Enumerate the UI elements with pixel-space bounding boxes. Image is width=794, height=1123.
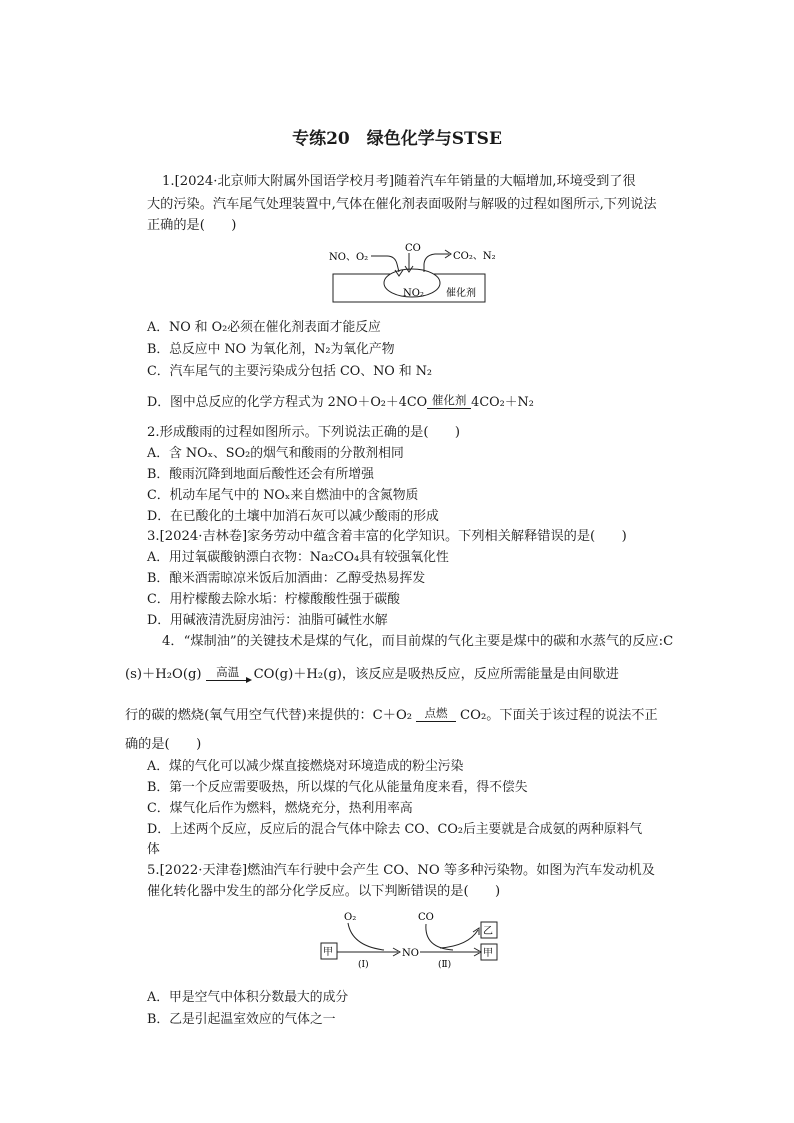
- box-jia-right-label: 甲: [483, 948, 493, 959]
- q2-option-d: D．在已酸化的土壤中加消石灰可以减少酸雨的形成: [147, 509, 439, 524]
- q1-option-d-post: 4CO₂＋N₂: [471, 395, 534, 410]
- o2-label: O₂: [344, 912, 357, 923]
- q1-option-a: A．NO 和 O₂必须在催化剂表面才能反应: [147, 320, 381, 335]
- q4-stem-line3: [125, 706, 658, 726]
- q4-stem-line4: 确的是( ): [125, 737, 202, 752]
- q4-stem-line1: 4．“煤制油”的关键技术是煤的气化，而目前煤的气化主要是煤中的碳和水蒸气的反应:C: [162, 634, 674, 649]
- co-input-arrow: [426, 924, 453, 950]
- q3-stem: 3.[2024·吉林卷]家务劳动中蕴含着丰富的化学知识。下列相关解释错误的是( ): [147, 529, 627, 544]
- q4-option-c: C．煤气化后作为燃料，燃烧充分，热利用率高: [147, 801, 413, 816]
- catalyst-diagram: [325, 240, 496, 306]
- q3-option-a: A．用过氧碳酸钠漂白衣物：Na₂CO₄具有较强氧化性: [147, 550, 449, 565]
- q4-line3-post: CO₂。下面关于该过程的说法不正: [460, 708, 658, 723]
- outflow-arrow: [424, 254, 449, 272]
- box-jia-left-label: 甲: [323, 947, 333, 958]
- fig1-out-label: CO₂、N₂: [453, 251, 496, 262]
- q4-line2-pre: (s)＋H₂O(g): [125, 667, 202, 682]
- inflow-arrow: [371, 256, 399, 272]
- step-1-label: (Ⅰ): [358, 960, 369, 970]
- q5-stem-line1: 5.[2022·天津卷]燃油汽车行驶中会产生 CO、NO 等多种污染物。如图为汽车发动机及: [147, 863, 655, 878]
- ignite-label: 点燃: [424, 706, 448, 720]
- q4-stem-line2: [125, 665, 619, 685]
- q1-stem-line2: 大的污染。汽车尾气处理装置中,气体在催化剂表面吸附与解吸的过程如图所示,下列说法: [147, 197, 657, 212]
- q1-option-b: B．总反应中 NO 为氧化剂，N₂为氧化产物: [147, 342, 395, 357]
- q2-stem: 2.形成酸雨的过程如图所示。下列说法正确的是( ): [147, 425, 460, 440]
- q1-stem-line1: 1.[2024·北京师大附属外国语学校月考]随着汽车年销量的大幅增加,环境受到了很: [162, 174, 636, 189]
- q2-option-b: B．酸雨沉降到地面后酸性还会有所增强: [147, 467, 374, 482]
- q5-option-a: A．甲是空气中体积分数最大的成分: [147, 990, 349, 1005]
- o2-input-arrow: [348, 923, 384, 950]
- q4-option-d-line1: D．上述两个反应，反应后的混合气体中除去 CO、CO₂后主要就是合成氨的两种原料气: [147, 822, 643, 837]
- catalyst-condition: [427, 393, 471, 409]
- ignite-condition: [416, 706, 456, 722]
- q4-option-b: B．第一个反应需要吸热，所以煤的气化从能量角度来看，得不偿失: [147, 780, 528, 795]
- q4-line3-pre: 行的碳的燃烧(氧气用空气代替)来提供的：C＋O₂: [125, 708, 413, 723]
- q2-option-c: C．机动车尾气中的 NOₓ来自燃油中的含氮物质: [147, 488, 419, 503]
- catalyst-condition-label: 催化剂: [431, 393, 467, 407]
- q5-stem-line2: 催化转化器中发生的部分化学反应。以下判断错误的是( ): [147, 884, 501, 899]
- q3-option-c: C．用柠檬酸去除水垢：柠檬酸酸性强于碳酸: [147, 592, 400, 607]
- co-label: CO: [418, 912, 434, 923]
- fig1-co-label: CO: [405, 243, 421, 254]
- q1-option-d: [147, 393, 534, 413]
- no-label: NO: [402, 948, 419, 959]
- exhaust-reaction-diagram: [318, 908, 503, 972]
- q3-option-b: B．酿米酒需晾凉米饭后加酒曲：乙醇受热易挥发: [147, 571, 426, 586]
- yi-output-arrow: [440, 930, 478, 948]
- page-title: 专练20 绿色化学与STSE: [292, 129, 502, 149]
- step-2-label: (Ⅱ): [438, 960, 452, 970]
- high-temp-condition: [206, 665, 250, 681]
- q1-stem-line3: 正确的是( ): [147, 218, 237, 233]
- fig1-center-label: NO₂: [403, 288, 424, 299]
- q1-option-c: C．汽车尾气的主要污染成分包括 CO、NO 和 N₂: [147, 364, 433, 379]
- q2-option-a: A．含 NOₓ、SO₂的烟气和酸雨的分散剂相同: [147, 446, 404, 461]
- q4-option-d-line2: 体: [147, 842, 160, 857]
- q4-line2-post: CO(g)＋H₂(g)，该反应是吸热反应，反应所需能量是由间歇进: [253, 667, 619, 682]
- q3-option-d: D．用碱液清洗厨房油污：油脂可碱性水解: [147, 613, 388, 628]
- box-yi-label: 乙: [483, 926, 493, 937]
- high-temp-label: 高温: [216, 665, 240, 679]
- q4-option-a: A．煤的气化可以减少煤直接燃烧对环境造成的粉尘污染: [147, 759, 464, 774]
- q5-option-b: B．乙是引起温室效应的气体之一: [147, 1012, 336, 1027]
- fig1-catalyst-label: 催化剂: [446, 288, 476, 299]
- fig1-in-label: NO、O₂: [329, 252, 369, 263]
- q1-option-d-pre: D．图中总反应的化学方程式为 2NO＋O₂＋4CO: [147, 395, 428, 410]
